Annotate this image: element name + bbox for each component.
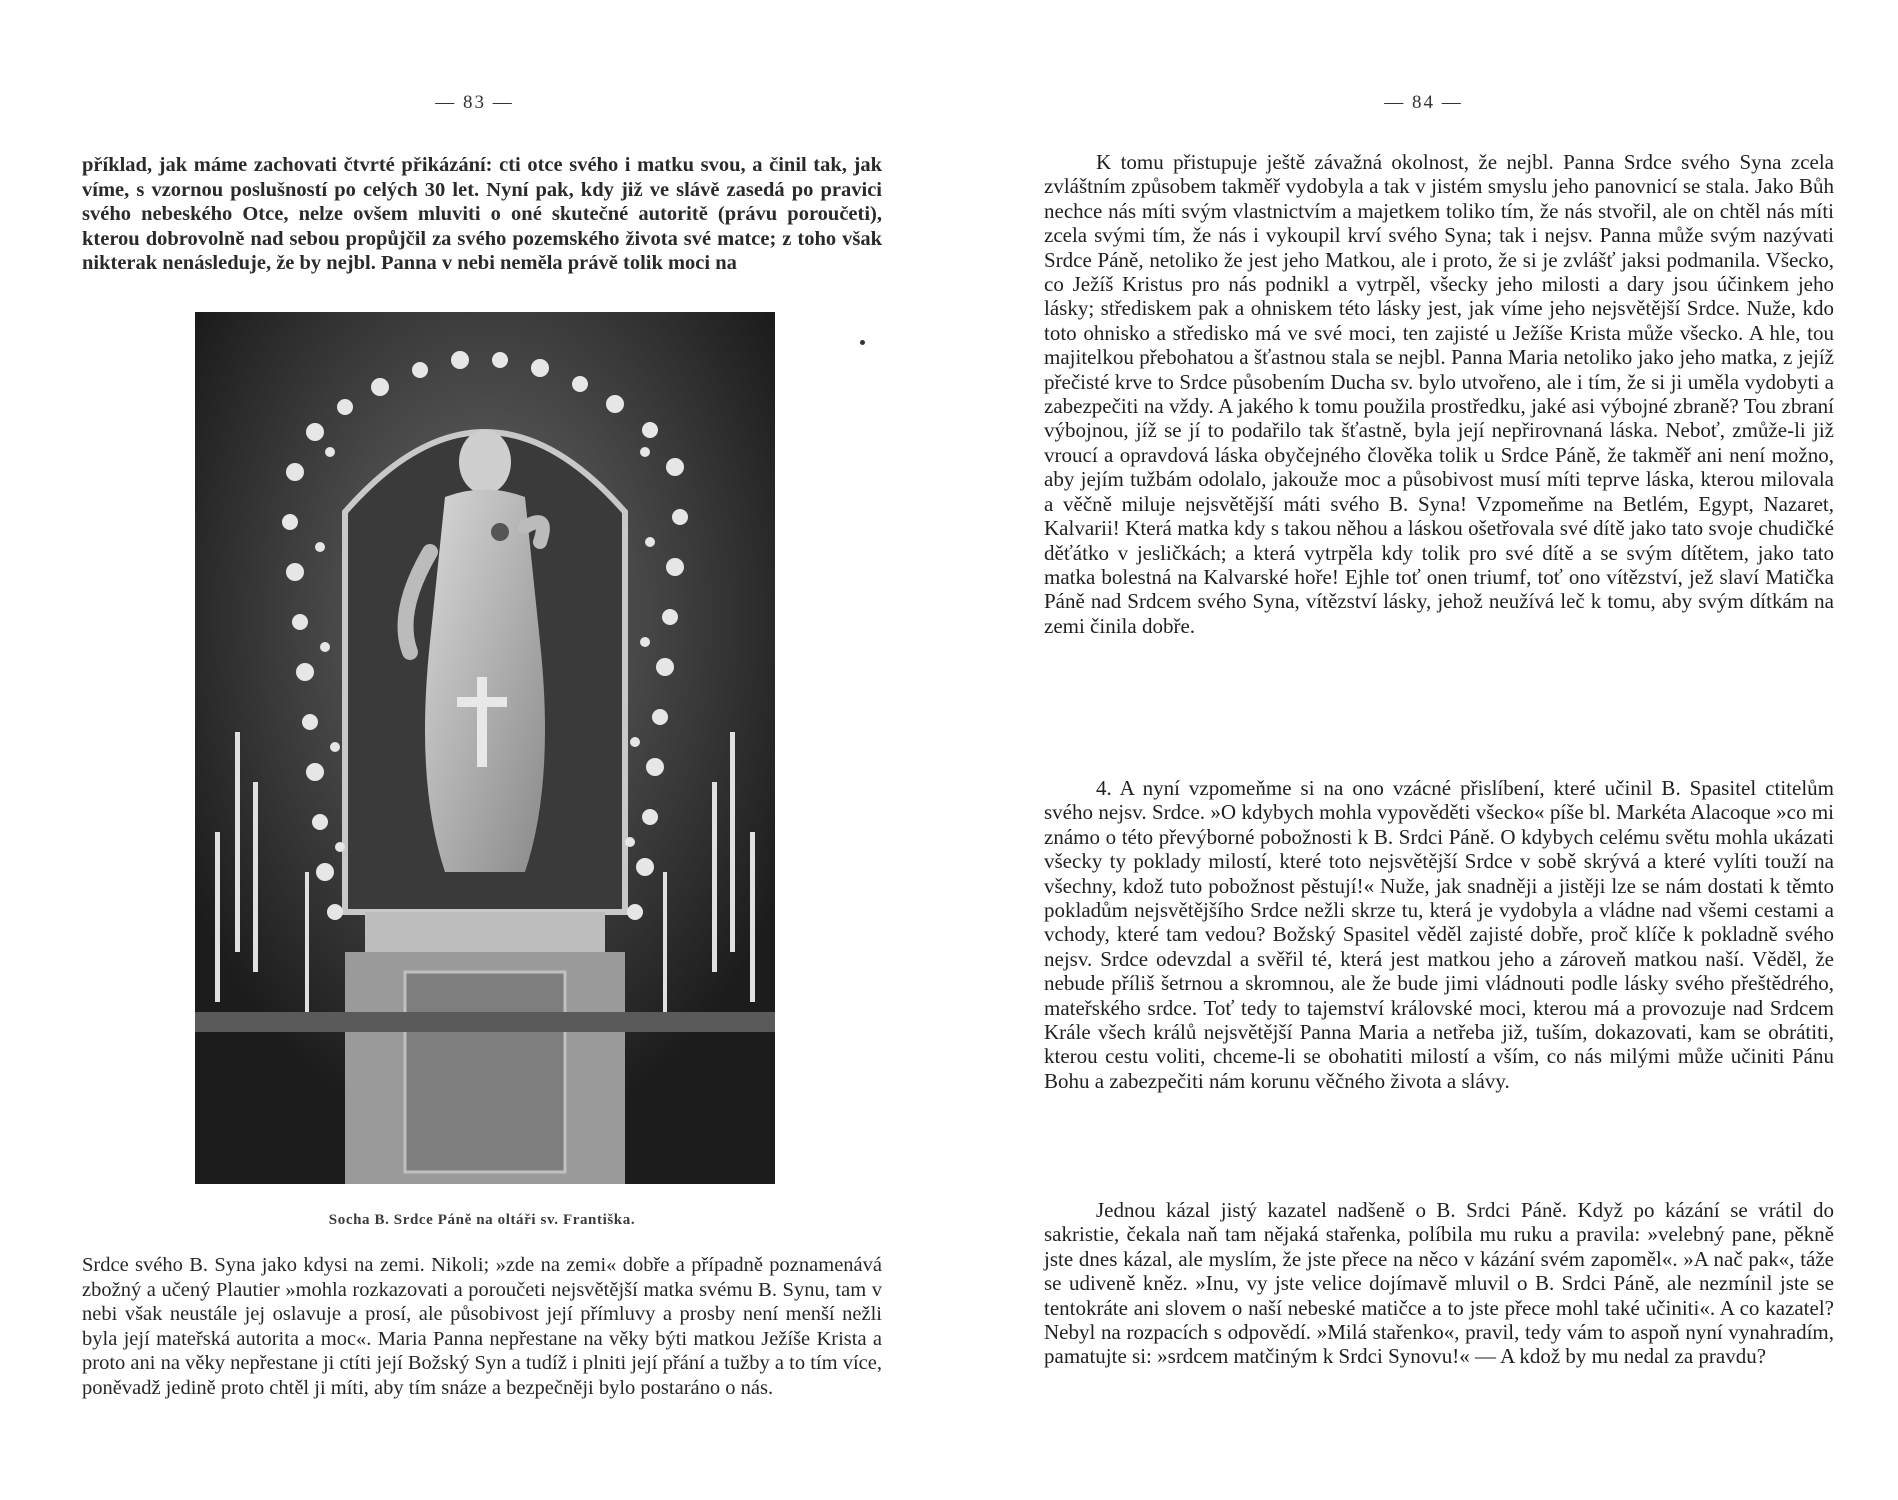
figure-caption: Socha B. Srdce Páně na oltáři sv. Františka.	[328, 1212, 636, 1228]
right-paragraph-1	[1044, 150, 1834, 638]
scan-speck	[860, 340, 865, 345]
right-paragraph-3	[1044, 1198, 1834, 1369]
right-paragraph-2	[1044, 776, 1834, 1093]
right-paragraph-2-text: 4. A nyní vzpomeňme si na ono vzácné přislíbení, které učinil B. Spasitel ctitelům svého nejsv. Srdce. »O kdybych mohla vypověděti všecko« píše bl. Markéta Alacoque »co mi známo o této převýborné pobožnosti k B. Srdci Páně. O kdybych celému světu mohla ukázati všecky ty poklady milostí, které toto nejsvětější Srdce v sobě skrývá a které vylíti touží na všechny, kdož tuto pobožnost pěstují!« Nuže, jak snadněji a jistěji lze se nám dostati k těmto pokladům nejsvětějšího Srdce nežli skrze tu, která je vydobyla a vládne nad všemi cestami a vchody, které tam vedou? Božský Spasitel věděl zajisté dobře, proč klíče k pokladně svého nejsv. Srdce odevzdal a svěřil té, která jest matkou jeho a zároveň matkou naší. Věděl, že nebude příliš šetrnou a skromnou, ale že bude jimi vládnouti podle lásky svého přeštědrého, mateřského srdce. Toť tedy to tajemství královské moci, kterou má a provozuje nad Srdcem Krále všech králů nejsvětější Panna Maria a netřeba již, tuším, dokazovati, kam se obrátiti, kterou cestu voliti, chceme-li se obohatiti milostí a vším, co nás milými může učiniti Pánu Bohu a zabezpečiti nám korunu věčného života a slávy.	[1044, 776, 1834, 1093]
left-top-paragraph: příklad, jak máme zachovati čtvrté přikázání: cti otce svého i matku svou, a činil tak, jak víme, s vzornou poslušností po celých 30 let. Nyní pak, kdy již ve slávě zasedá po pravici svého nebeského Otce, nelze ovšem mluviti o oné skutečné autoritě (právu poroučeti), kterou dobrovolně nad sebou propůjčil za svého pozemského života své matce; z toho však nikterak nenásleduje, že by nejbl. Panna v nebi neměla právě tolik moci na	[82, 154, 882, 275]
right-paragraph-1-text: K tomu přistupuje ještě závažná okolnost, že nejbl. Panna Srdce svého Syna zcela zvláštním způsobem takměř vydobyla a tak v jistém smyslu jeho panovnicí se stala. Jako Bůh nechce nás míti svým vlastnictvím a majetkem toliko tím, že nás stvořil, ale on chtěl nás míti zcela svými tím, že nás i vykoupil krví svého Syna; tak i nejsv. Panna může svým nazývati Srdce Páně, netoliko že jest jeho Matkou, ale i proto, že si je zvlášť jaksi podmanila. Všecko, co Ježíš Kristus pro nás podnikl a vytrpěl, všecky jeho milosti a dary jsou účinkem jeho lásky; střediskem pak a ohniskem této lásky jest, jak víme jeho nejsvětější Srdce. Nuže, kdo toto ohnisko a středisko má ve své moci, ten zajisté u Ježíše Krista může všecko. A hle, tou majitelkou přebohatou a šťastnou stala se nejbl. Panna Maria netoliko jako jeho matka, z jejíž přečisté krve to Srdce působením Ducha sv. bylo utvořeno, ale i tím, že si ji uměla vydobyti a zabezpečiti na vždy. A jakého k tomu použila prostředku, jaké asi výbojné zbraně? Tou zbraní výbojnou, jíž se jí to podařilo tak šťastně, byla její nepřirovnaná láska. Neboť, zmůže-li již vroucí a opravdová láska obyčejného člověka tolik u Srdce Páně, že takměř ani není možno, aby jejím tužbám odolalo, jakouže moc a působivost musí míti teprve láska, kterou milovala a věčně miluje nejsvětější máti svého B. Syna! Vzpomeňme na Betlém, Egypt, Nazaret, Kalvarii! Která matka kdy s takou něhou a láskou ošetřovala své dítě jako tato svoje chudičké děťátko v jesličkách; a která vytrpěla kdy tolik pro své dítě a se svým dítětem, jako tato matka bolestná na Kalvarské hoře! Ejhle toť onen triumf, toť ono vítězství, jež slaví Matička Páně nad Srdcem svého Syna, vítězství lásky, jehož neužívá leč k tomu, aby svým dítkám na zemi činila dobře.	[1044, 150, 1834, 638]
right-paragraph-3-text: Jednou kázal jistý kazatel nadšeně o B. Srdci Páně. Když po kázání se vrátil do sakristie, čekala naň tam nějaká stařenka, políbila mu ruku a pravila: »velebný pane, pěkně jste dnes kázal, ale myslím, že jste přece na něco v kázání svém zapoměl«. »A nač pak«, táže se udiveně kněz. »Inu, vy jste velice dojímavě mluvil o B. Srdci Páně, ale nezmínil jste se tentokráte ani slovem o naší nebeské matičce a to jste přece mohl také učiniti«. A co kazatel? Nebyl na rozpacích s odpovědí. »Milá stařenko«, pravil, tedy vám to aspoň nyní vynahradím, pamatujte si: »srdcem matčiným k Srdci Synovu!« — A kdož by mu nedal za pravdu?	[1044, 1198, 1834, 1369]
page-number-left: — 83 —	[435, 92, 514, 113]
right-page	[949, 0, 1898, 1500]
altar-photo-drawing	[195, 312, 775, 1184]
altar-photograph	[195, 312, 775, 1184]
page-number-right: — 84 —	[1384, 92, 1463, 113]
left-bottom-paragraph: Srdce svého B. Syna jako kdysi na zemi. Nikoli; »zde na zemi« dobře a případně poznamenává zbožný a učený Plautier »mohla rozkazovati a poroučeti nejsvětější matka svému B. Synu, tam v nebi však neustále jej oslavuje a prosí, ale působivost její přímluvy a prosby není menší nežli byla její mateřská autorita a moc«. Maria Panna nepřestane na věky býti matkou Ježíše Krista a proto ani na věky nepřestane ji ctíti její Božský Syn a tudíž i plniti její přání a tužby a to tím více, poněvadž jedině proto chtěl ji míti, aby tím snáze a bezpečněji bylo postaráno o nás.	[82, 1254, 882, 1399]
